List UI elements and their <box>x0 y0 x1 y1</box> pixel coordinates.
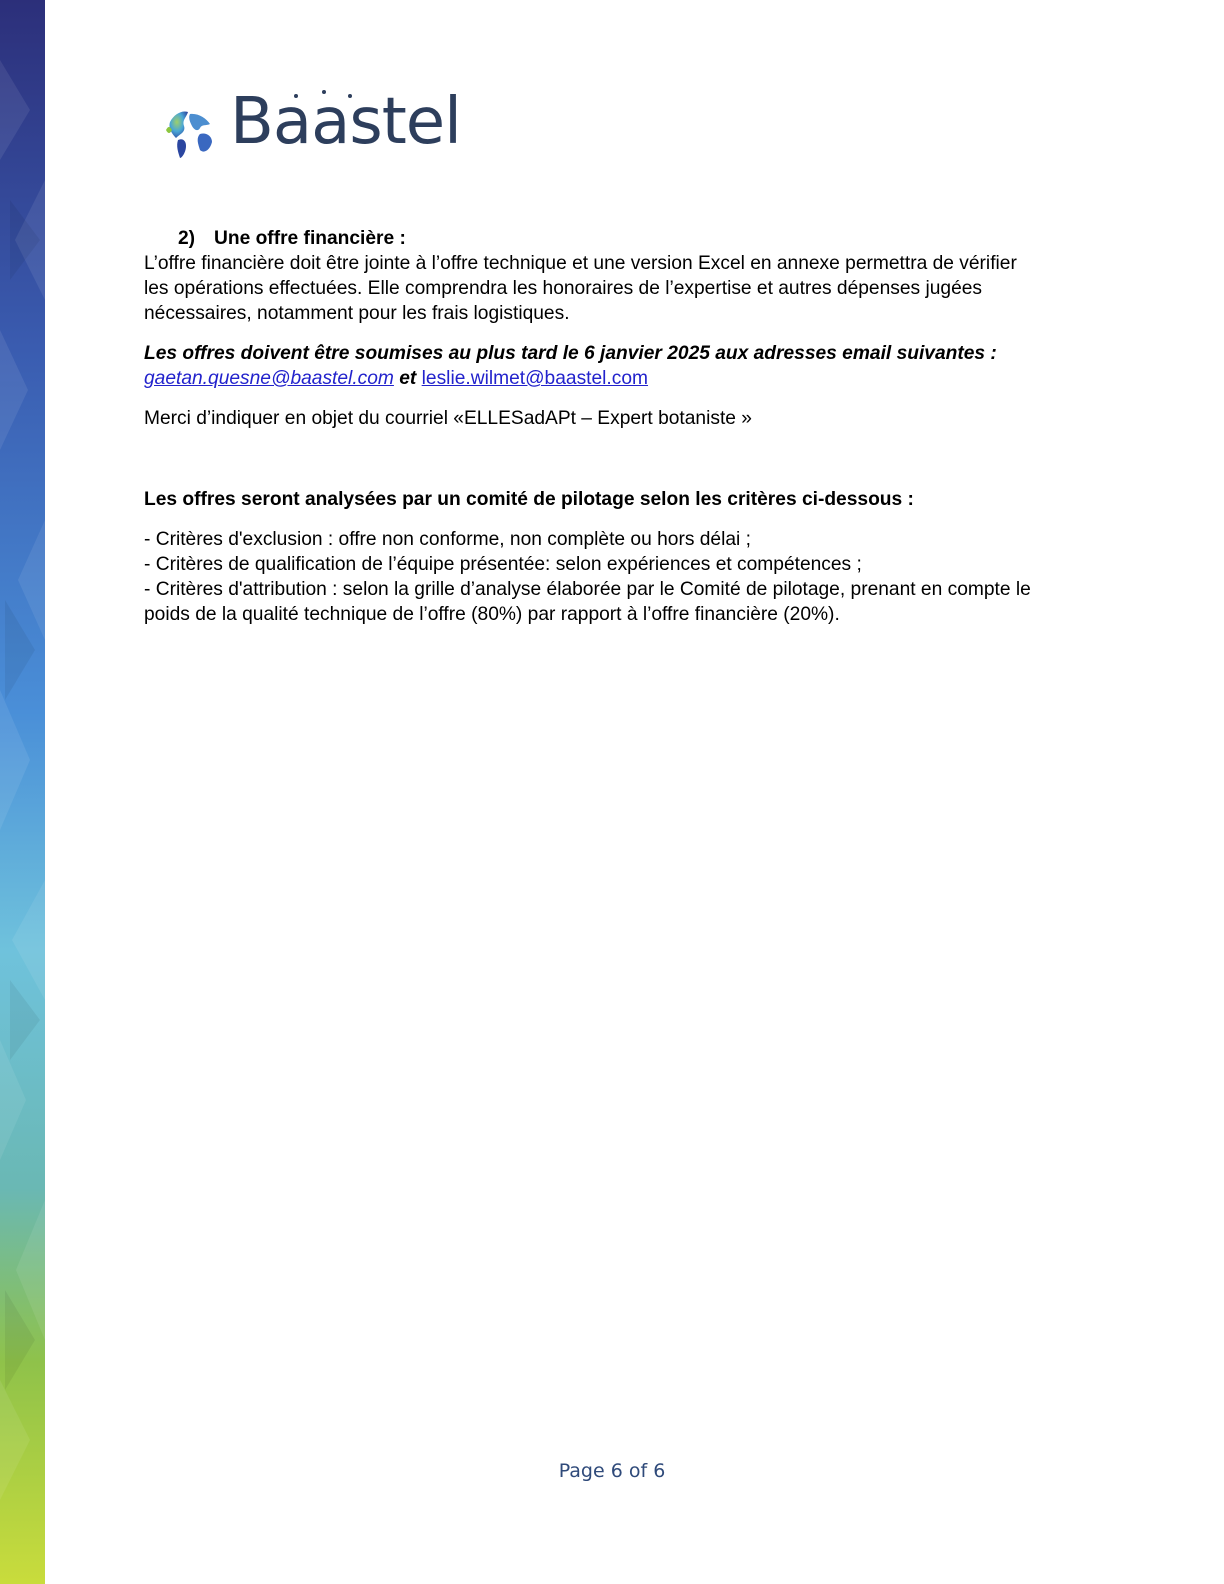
criteria-line: poids de la qualité technique de l’offre (80%) par rapport à l’offre financière (20%). <box>144 604 840 625</box>
logo-wordmark: Baastel <box>230 85 461 159</box>
globe-icon <box>160 104 220 164</box>
paragraph-line: nécessaires, notamment pour les frais logistiques. <box>144 303 570 324</box>
paragraph-line: les opérations effectuées. Elle comprendra les honoraires de l’expertise et autres dépenses jugées <box>144 278 983 299</box>
criteria-line: - Critères d'attribution : selon la grille d’analyse élaborée par le Comité de pilotage, prenant en compte le <box>144 579 1031 600</box>
email-link-gaetan[interactable]: gaetan.quesne@baastel.com <box>144 368 394 389</box>
criteria-line: - Critères d'exclusion : offre non conforme, non complète ou hors délai ; <box>144 529 751 550</box>
submission-deadline: Les offres doivent être soumises au plus tard le 6 janvier 2025 aux adresses email suivantes : <box>144 343 997 364</box>
page-footer <box>0 1460 1224 1482</box>
document-body <box>144 226 1074 627</box>
criteria-line: - Critères de qualification de l’équipe présentée: selon expériences et compétences ; <box>144 554 862 575</box>
section-number: 2) <box>178 228 196 249</box>
subject-instruction: Merci d’indiquer en objet du courriel «ELLESadAPt – Expert botaniste » <box>144 408 752 429</box>
decorative-side-band <box>0 0 45 1584</box>
email-link-leslie[interactable]: leslie.wilmet@baastel.com <box>421 368 649 389</box>
evaluation-heading: Les offres seront analysées par un comité de pilotage selon les critères ci-dessous : <box>144 489 914 510</box>
submission-emails <box>144 366 1074 391</box>
section-title: Une offre financière : <box>214 228 406 249</box>
baastel-logo <box>158 84 461 168</box>
page-number: Page 6 of 6 <box>558 1460 666 1482</box>
section-heading <box>144 226 1074 251</box>
paragraph-line: L’offre financière doit être jointe à l’offre technique et une version Excel en annexe permettra de vérifier <box>144 253 1017 274</box>
conjunction-text: et <box>399 368 417 389</box>
